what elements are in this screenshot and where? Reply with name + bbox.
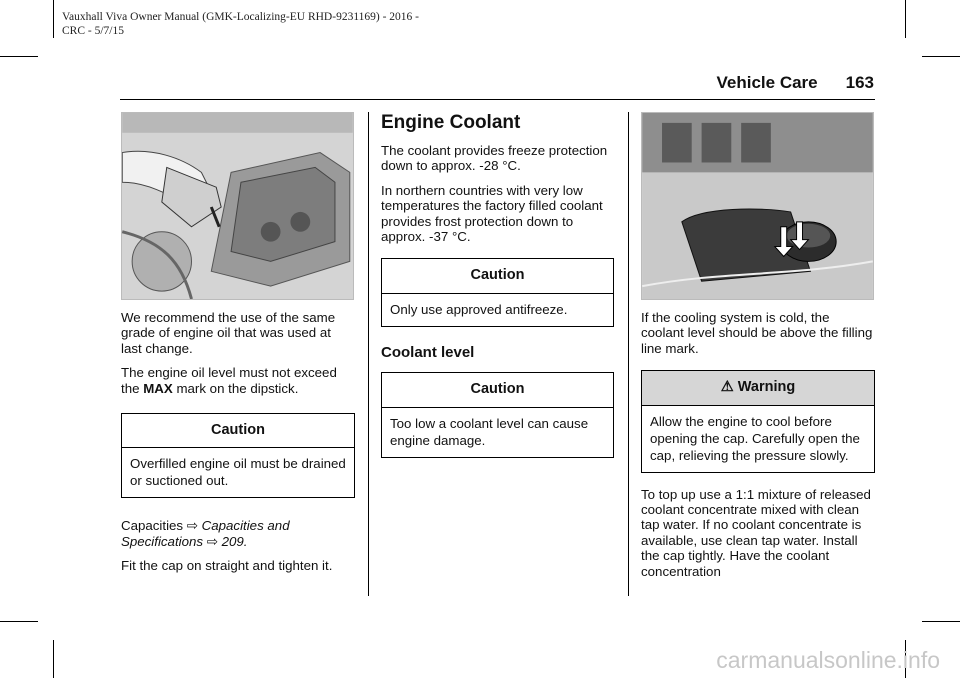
document-meta [62,10,419,38]
caution-text: Overfilled engine oil must be drained or suctioned out. [130,456,346,489]
coolant-reservoir-photo [641,112,874,300]
crop-mark [922,56,960,57]
text-span: The engine oil level must not exceed the [121,365,337,396]
caution-title: Caution [382,259,613,293]
caution-text: Only use approved antifreeze. [390,301,568,317]
caution-box [381,258,614,326]
caution-text: Too low a coolant level can cause engine damage. [390,415,589,448]
crop-mark [53,0,54,38]
text-span: mark on the dipstick. [172,380,299,396]
warning-title: Warning [737,379,796,396]
capacities-link[interactable]: Capacities and Specifications [121,518,290,549]
crop-mark [905,0,906,38]
reference-arrow-icon: ⇨ [186,518,198,534]
subheading: Coolant level [381,343,475,361]
column-right [641,112,875,588]
header-rule [120,99,875,100]
text-span: Capacities [121,518,187,534]
paragraph: In northern countries with very low temperatures the factory filled coolant provides frost protection down to approx. -37 °C. [381,182,603,245]
crop-mark [53,640,54,678]
warning-text: Allow the engine to cool before opening the cap. Carefully open the cap, relieving the pressure slowly. [650,413,860,463]
page-number: 163 [845,73,874,92]
section-title: Vehicle Care [716,73,818,92]
reference-arrow-icon: ⇨ [206,533,218,549]
crop-mark [0,56,38,57]
paragraph: To top up use a 1:1 mixture of released coolant concentrate mixed with clean tap water. If no coolant concentrate is available, use clean tap water. Install the cap tightly. Have the coolant concentration [641,486,871,579]
caution-title: Caution [382,373,613,407]
warning-triangle-icon: ⚠ [720,379,734,396]
caution-title: Caution [122,414,354,448]
warning-box [641,370,875,472]
paragraph [121,365,355,396]
paragraph: Fit the cap on straight and tighten it. [121,558,333,574]
running-head [717,73,875,93]
paragraph: The coolant provides freeze protection down to approx. -28 °C. [381,143,608,174]
column-middle [381,112,614,472]
column-divider [368,112,369,596]
meta-line: Vauxhall Viva Owner Manual (GMK-Localizing-EU RHD-9231169) - 2016 - [62,11,420,23]
max-label: MAX [143,380,173,396]
crop-mark [922,621,960,622]
column-left [121,112,355,583]
engine-oil-filling-photo [121,112,354,300]
caution-box [121,413,355,498]
watermark: carmanualsonline.info [716,647,940,673]
caution-box [381,372,614,457]
warning-title-row [642,371,874,405]
section-heading: Engine Coolant [381,112,521,133]
meta-line: CRC - 5/7/15 [62,25,124,37]
paragraph [121,518,355,549]
column-divider [628,112,629,596]
crop-mark [0,621,38,622]
paragraph: If the cooling system is cold, the coolant level should be above the filling line mark. [641,310,873,356]
paragraph: We recommend the use of the same grade of engine oil that was used at last change. [121,310,336,356]
page-reference[interactable]: 209. [221,533,248,549]
